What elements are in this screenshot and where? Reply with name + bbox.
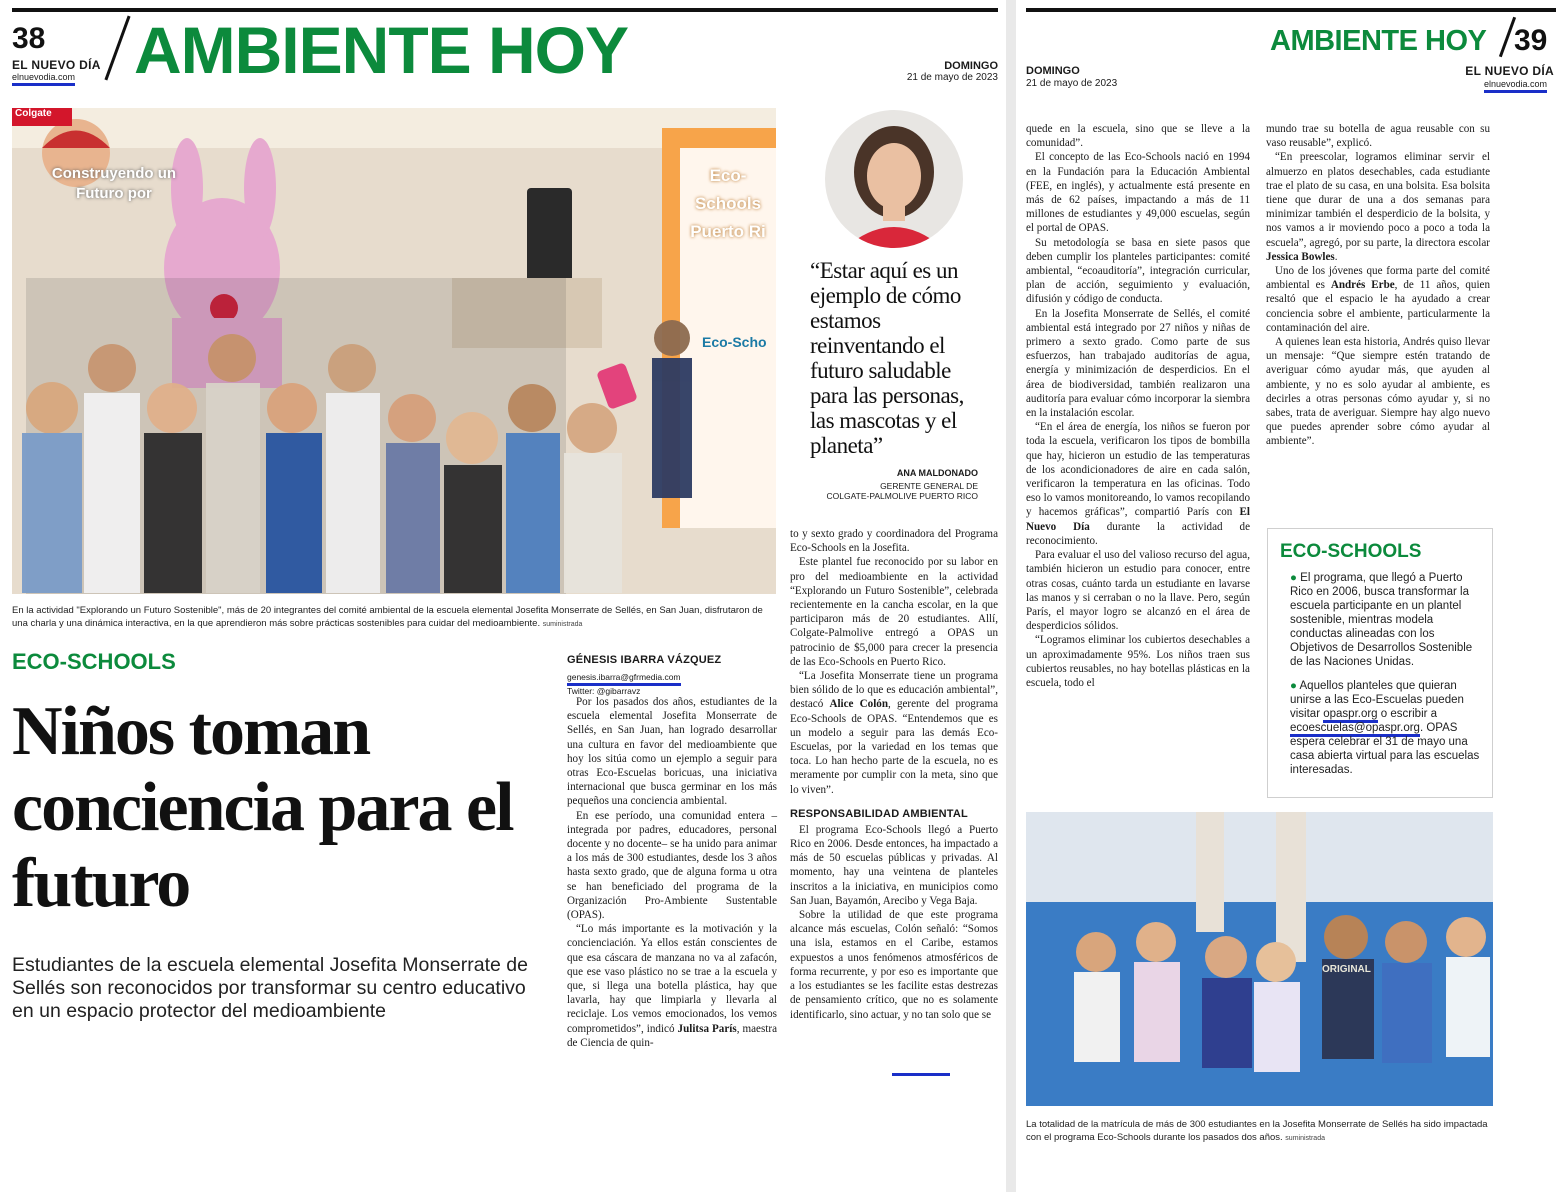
photo-banner-text: Construyendo un Futuro por [51, 165, 177, 202]
col3-paragraph: Su metodología se basa en siete pasos que deben cumplir los planteles participantes: comité ambiental, “ecoauditoría”, integración curricular, plan de acción, seguimiento y evaluación, difusión y código de conducta. [1026, 236, 1250, 306]
main-photo-caption [12, 604, 776, 631]
top-rule [1026, 8, 1556, 12]
box-title: ECO-SCHOOLS [1280, 541, 1422, 562]
col1-p3-name: Julitsa París [677, 1022, 737, 1035]
col4-p2-end: , de 11 años, quien resaltó que el espacio le ha ayudado a crear conciencia sobre el ambiente, particularmente la contaminación del aire. [1266, 279, 1490, 334]
secondary-photo-illustration [1026, 812, 1493, 1106]
article-column-3 [1026, 122, 1250, 690]
box-bullet-2-mid: o escribir a [1380, 708, 1438, 720]
col4-p2-start: Uno de los jóvenes que forma parte del comité ambiental es [1266, 265, 1490, 292]
byline-email[interactable]: genesis.ibarra@gfrmedia.com [567, 672, 681, 686]
col2-paragraph: Este plantel fue reconocido por su labor en pro del medioambiente en la actividad “Explorando un Futuro Sostenible”, celebrada recientemente en la cancha escolar, en la que participaron más de 20 estudiantes. Allí, Colgate-Palmolive entregó a OPAS un patrocinio de $5,000 para crecer la presencia de las Eco-Schools en Puerto Rico. [790, 556, 998, 668]
col1-p3-end: , maestra de Ciencia de quin- [567, 1022, 777, 1049]
col3-p4-end: durante la actividad de reconocimiento. [1026, 520, 1250, 547]
portrait-illustration [825, 110, 963, 248]
pull-quote: “Estar aquí es un ejemplo de cómo estamos reinventando el futuro saludable para las personas, las mascotas y el planeta” [810, 258, 964, 458]
caption-text: En la actividad "Explorando un Futuro Sostenible", más de 20 integrantes del comité ambiental de la escuela elemental Josefita Monserrate de Sellés, en San Juan, disfrutaron de una charla y una dinámica interactiva, en la que aprendieron más sobre prácticas sostenibles para cuidar del medioambiente. [12, 605, 763, 629]
portrait-ana-maldonado [825, 110, 963, 248]
day-name: DOMINGO [944, 60, 998, 72]
col4-paragraph [1266, 264, 1490, 335]
caption-text: La totalidad de la matrícula de más de 300 estudiantes en la Josefita Monserrate de Sellés ha sido impactada con el programa Eco-Schools durante los pasados dos años. [1026, 1119, 1488, 1143]
byline-name: GÉNESIS IBARRA VÁZQUEZ [567, 654, 722, 666]
col3-paragraph: Para evaluar el uso del valioso recurso del agua, también hicieron un estudio para conocer, entre otras cosas, cuánto tarda un estudiante en lavarse las manos y si cerraban o no la llave. Pero, según París, el mayor logro se alcanzó en el área de desperdicios sólidos. [1026, 549, 1250, 633]
col2-paragraph [790, 669, 998, 797]
issue-date: 21 de mayo de 2023 [1026, 78, 1118, 89]
box-bullet-1-text: El programa, que llegó a Puerto Rico en 2006, busca transformar la escuela participante en un plantel sostenible, mientras modela conductas alineadas con los Objetivos de Desarrollos Sostenible de las Naciones Unidas. [1290, 572, 1473, 668]
brand-url[interactable]: elnuevodia.com [1484, 79, 1547, 93]
photo-shirt-text: ORIGINAL [1322, 964, 1371, 975]
section-title: AMBIENTE HOY [1270, 25, 1487, 57]
byline-twitter[interactable]: Twitter: @gibarravz [567, 686, 641, 696]
photo-logo-text: Eco-Scho [702, 334, 767, 350]
section-title: AMBIENTE HOY [134, 13, 629, 87]
page-number: 39 [1514, 24, 1548, 57]
col4-paragraph: mundo trae su botella de agua reusable con su vaso reusable”, explicó. [1266, 123, 1490, 150]
quote-author: ANA MALDONADO [896, 468, 978, 478]
brand-url[interactable]: elnuevodia.com [12, 72, 75, 86]
col4-p1-name: Jessica Bowles [1266, 250, 1335, 263]
day-name: DOMINGO [1026, 65, 1080, 77]
photo-sign-text: Eco-Schools Puerto Ri [690, 166, 766, 241]
col1-p3-text: “Lo más importante es la motivación y la concienciación. Ya ellos están conscientes de que esa cáscara de manzana no va al zafacón, que ese vaso plástico no se trae a la escuela y que, si llega una botella plástica, hay que lavarla, hay que limpiarla y llevarla al reciclaje. Los vemos emocionados, los vemos comprometidos”, indicó [567, 923, 777, 1035]
col3-p4-name: El Nuevo Día [1026, 506, 1250, 533]
col3-p4-start: “En el área de energía, los niños se fueron por toda la escuela, verificaron los tipos de bombilla que hay, hicieron un estudio de las temperaturas de los acondicionadores de aire en cada salón, verificaron la temperatura en las oficinas. Todo eso lo vamos monitoreando, lo vamos recopilando y hacemos gráficas”, compartió París con [1026, 421, 1250, 519]
bullet-dot-icon: ● [1290, 572, 1297, 584]
kicker: ECO-SCHOOLS [12, 649, 176, 674]
box-bullet [1290, 679, 1480, 777]
byline [567, 654, 779, 697]
secondary-photo [1026, 812, 1493, 1106]
ecoescuelas-email-link[interactable]: ecoescuelas@opaspr.org [1290, 722, 1420, 737]
main-photo [12, 108, 776, 594]
col2-paragraph: Sobre la utilidad de que este programa alcance más escuelas, Colón señaló: “Somos una isla, estamos en el Caribe, estamos expuestos a unos fenómenos atmosféricos de forma recurrente, y por eso es importante que a los estudiantes se les facilite estas destrezas de pensamiento crítico, que no es solamente identificarlo, sino actuar, y no tan solo que se [790, 909, 998, 1021]
header-slash [104, 16, 130, 81]
photo-credit: suministrada [1285, 1135, 1325, 1142]
col2-paragraph: El programa Eco-Schools llegó a Puerto Rico en 2006. Desde entonces, ha impactado a más de 50 escuelas públicas y privadas. Al momento, hay una veintena de planteles inscritos a la iniciativa, en municipios como San Juan, Bayamón, Arecibo y Vega Baja. [790, 823, 998, 907]
issue-date: 21 de mayo de 2023 [906, 72, 998, 83]
quote-author-title-2: COLGATE-PALMOLIVE PUERTO RICO [826, 491, 978, 501]
photo-credit: suministrada [542, 621, 583, 628]
col3-paragraph [1026, 420, 1250, 548]
col2-p3-name: Alice Colón [829, 698, 889, 711]
col3-paragraph: quede en la escuela, sino que se lleve a la comunidad”. [1026, 123, 1250, 150]
top-rule [12, 8, 998, 12]
col1-paragraph: En ese período, una comunidad entera –integrada por padres, educadores, personal docente y no docente– se ha unido para animar a los más de 300 estudiantes, desde los 3 años hasta sexto grado, que de alguna forma u otra se han beneficiado del programa de la Organización Pro-Ambiente Sustentable (OPAS). [567, 809, 777, 922]
subhead: RESPONSABILIDAD AMBIENTAL [790, 807, 968, 820]
deck: Estudiantes de la escuela elemental Josefita Monserrate de Sellés son reconocidos por transformar su centro educativo en un espacio protector del medioambiente [12, 954, 528, 1022]
col4-paragraph: A quienes lean esta historia, Andrés quiso llevar un mensaje: “Que siempre estén tratando de averiguar cómo ayudar más, que ayuden al ambiente, y no es solo ayudar al ambiente, es decirles a otras personas cómo ayudar y, si no sabes, trata de averiguar. Siempre hay algo nuevo que puedes aprender sobre cómo ayudar al ambiente”. [1266, 336, 1490, 448]
bullet-dot-icon: ● [1290, 680, 1297, 692]
quote-author-title-1: GERENTE GENERAL DE [880, 481, 978, 491]
col2-p3-end: , gerente del programa Eco-Schools de OPAS. “Entendemos que es un modelo a seguir para las demás Eco-Escuelas, por la variedad en los temas que toca. Lo han hecho parte de la escuela, no es meramente por cumplir con la meta, sino que lo viven”. [790, 698, 999, 796]
eco-schools-info-box [1267, 528, 1493, 798]
col1-paragraph: Por los pasados dos años, estudiantes de la escuela elemental Josefita Monserrate de Sellés, en San Juan, han logrado desarrollar una cultura en favor del medioambiente que hoy los sitúa como un ejemplo a seguir para otras Eco-Escuelas boricuas, una iniciativa internacional que busca germinar en los más pequeños una conciencia ambiental. [567, 696, 777, 808]
col2-p3-start: “La Josefita Monserrate tiene un programa bien sólido de lo que es educación ambiental”, destacó [790, 670, 998, 711]
col4-p1-start: “En preescolar, logramos eliminar servir el almuerzo en platos desechables, cada estudiante trae el plato de su casa, en una bolsita. Esa bolsita tiene que durar de una a dos semanas para minimizar también el desperdicio de la bolsita, y nos vamos a ir moviendo poco a poco a toda la escuela”, agregó, por su parte, la directora escolar [1266, 151, 1490, 249]
box-bullet [1290, 571, 1480, 669]
article-column-2 [790, 527, 998, 1022]
brand-name: EL NUEVO DÍA [12, 58, 101, 72]
col1-paragraph [567, 922, 777, 1050]
col3-paragraph: “Logramos eliminar los cubiertos desechables a un aproximadamente 95%. Los niños traen sus cubiertos reusables, no hay botellas plásticas en la escuela, todo el [1026, 634, 1250, 689]
brand-name: EL NUEVO DÍA [1465, 64, 1554, 78]
article-column-4 [1266, 122, 1490, 449]
col4-paragraph: “En preescolar, logramos eliminar servir el almuerzo en platos desechables, cada estudiante trae el plato de su casa, en una bolsita. Esa bolsita tiene que durar de una a dos semanas para minimizar también el desperdicio de la bolsita, y nos vamos a ir moviendo poco a poco a toda la escuela”, agregó, por su parte, la directora escolar Jessica Bowles. [1266, 151, 1490, 263]
colgate-tag: Colgate [15, 108, 52, 119]
secondary-photo-caption [1026, 1118, 1496, 1145]
box-bullet-2-start: Aquellos planteles que quieran unirse a las Eco-Escuelas pueden visitar [1290, 680, 1464, 720]
col2-paragraph: to y sexto grado y coordinadora del Programa Eco-Schools en la Josefita. [790, 528, 998, 555]
article-column-1 [567, 695, 777, 1050]
col3-paragraph: En la Josefita Monserrate de Sellés, el comité ambiental está integrado por 27 niños y niñas de primero a sexto grado. Como parte de sus esfuerzos, han trabajado auditorías de agua, energía y minimización de desperdicios. En el área de biodiversidad, también realizaron una auditoría para evaluar cómo incorporar la siembra en la instalación escolar. [1026, 307, 1250, 420]
page-number: 38 [12, 22, 46, 55]
annotation-underline [892, 1073, 950, 1076]
page-gutter [1006, 0, 1016, 1192]
col3-paragraph: El concepto de las Eco-Schools nació en 1994 en la Fundación para la Educación Ambiental (FEE, en inglés), y actualmente está presente en más de 62 países, impactando a más de 11 millones de estudiantes y 49,000 escuelas, según el portal de OPAS. [1026, 151, 1250, 235]
col4-p2-name: Andrés Erbe [1330, 279, 1395, 292]
opas-website-link[interactable]: opaspr.org [1323, 708, 1377, 723]
headline: Niños toman conciencia para el futuro [12, 693, 513, 922]
box-bullet-2-end: . OPAS espera celebrar el 31 de mayo una casa abierta virtual para las escuelas interesadas. [1290, 722, 1480, 776]
page-right [1016, 0, 1564, 1192]
